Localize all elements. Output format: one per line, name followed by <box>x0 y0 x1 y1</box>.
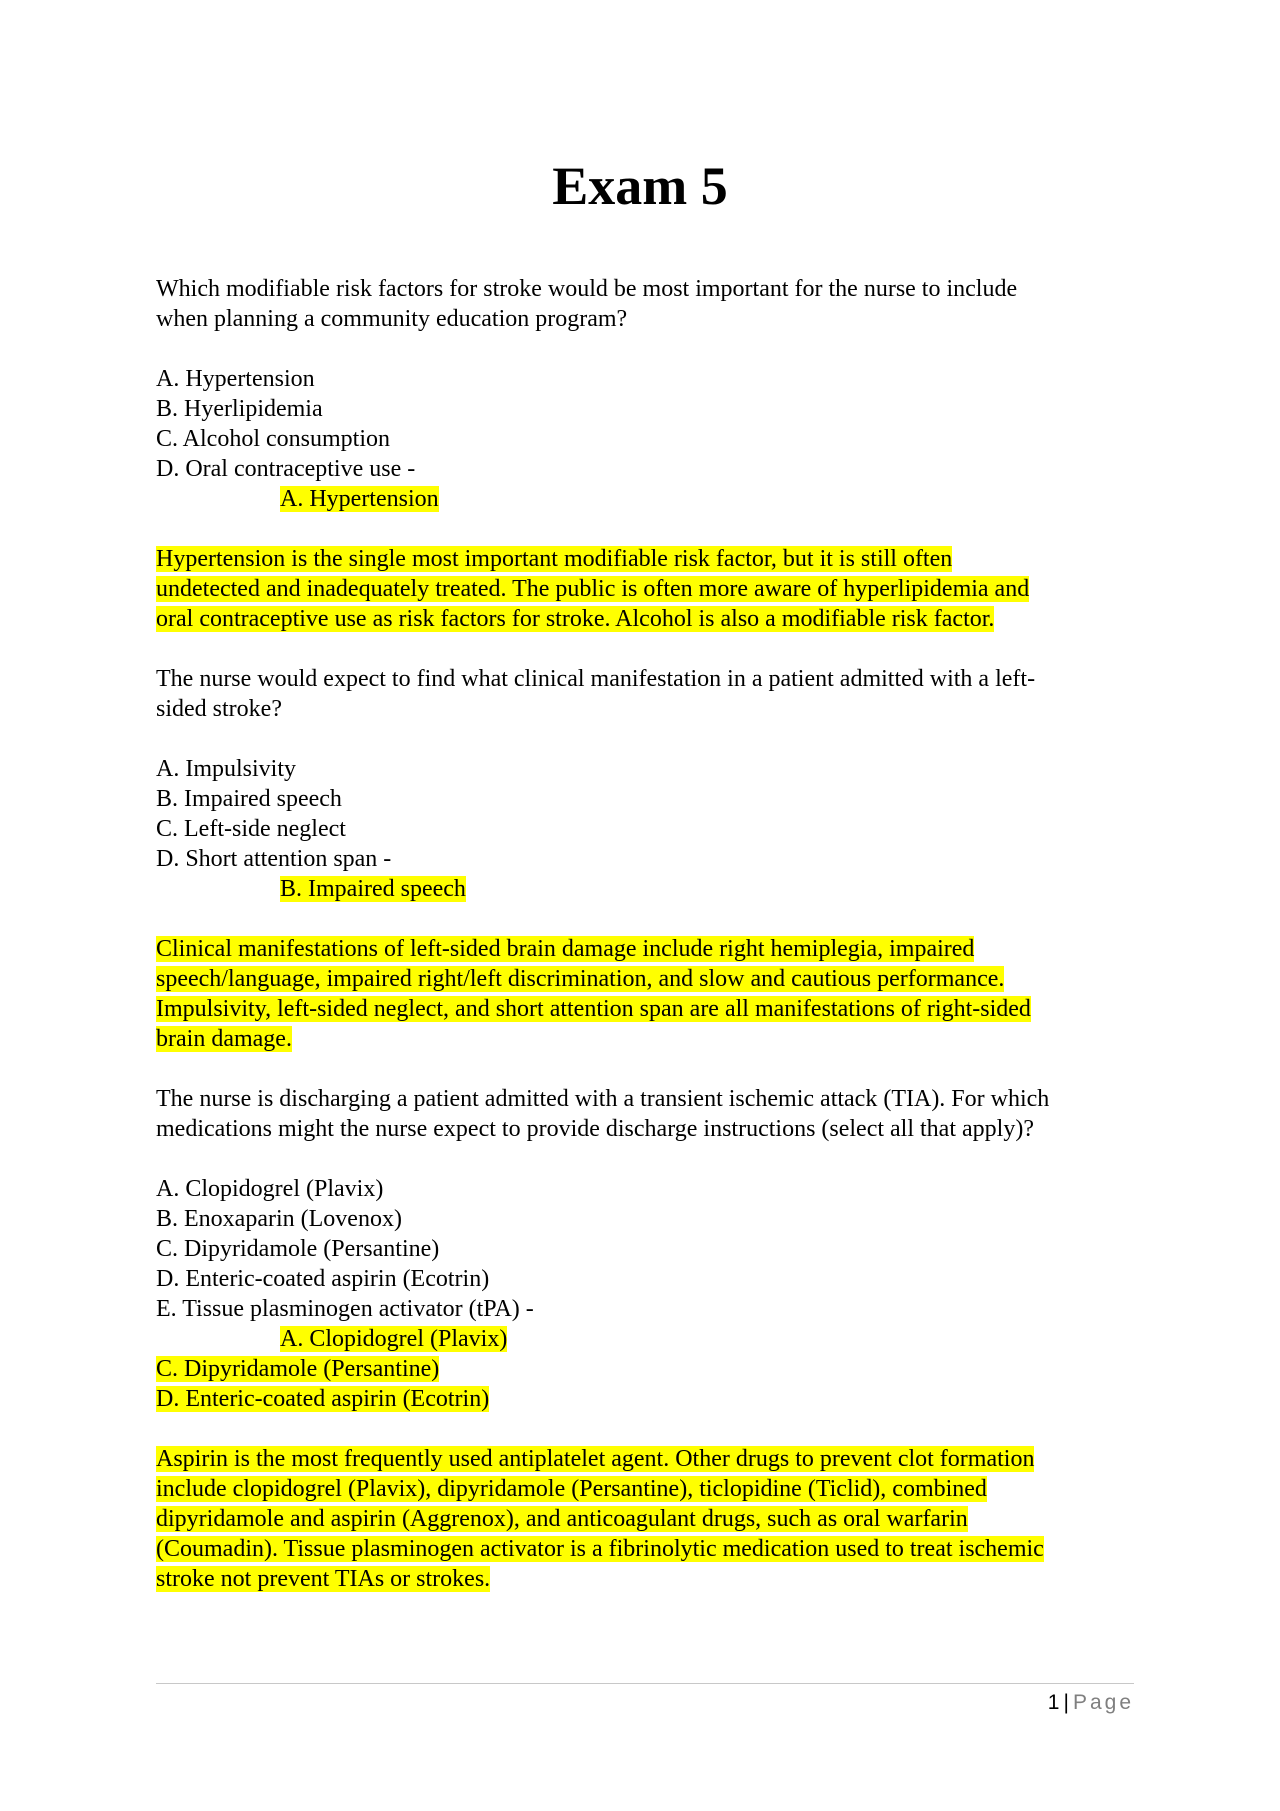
question-stem-line: when planning a community education program? <box>156 306 628 332</box>
question-stem <box>156 1084 1146 1144</box>
rationale-line <box>156 1474 1146 1504</box>
rationale-line <box>156 1024 1146 1054</box>
answer-rationale <box>156 1444 1146 1594</box>
correct-answer-line <box>156 874 1146 904</box>
question-block <box>156 274 1146 664</box>
answer-options <box>156 754 1146 904</box>
rationale-line <box>156 994 1146 1024</box>
rationale-text: Hypertension is the single most important modifiable risk factor, but it is still often <box>156 546 953 572</box>
answer-option: A. Hypertension <box>156 366 315 392</box>
answer-option: D. Oral contraceptive use - <box>156 456 416 482</box>
correct-answer: D. Enteric-coated aspirin (Ecotrin) <box>156 1386 490 1412</box>
correct-answer-line <box>156 484 1146 514</box>
answer-option: B. Enoxaparin (Lovenox) <box>156 1206 402 1232</box>
rationale-line <box>156 604 1146 634</box>
answer-option: A. Clopidogrel (Plavix) <box>156 1176 384 1202</box>
correct-answer-line <box>156 1324 1146 1354</box>
rationale-text: undetected and inadequately treated. The public is often more aware of hyperlipidemia and <box>156 576 1030 602</box>
answer-option: A. Impulsivity <box>156 756 297 782</box>
rationale-line <box>156 1444 1146 1474</box>
question-stem-line: medications might the nurse expect to provide discharge instructions (select all that apply)? <box>156 1116 1034 1142</box>
footer-separator: | <box>1063 1691 1069 1714</box>
rationale-text: oral contraceptive use as risk factors for stroke. Alcohol is also a modifiable risk factor. <box>156 606 995 632</box>
page-footer <box>1048 1690 1134 1716</box>
rationale-line <box>156 544 1146 574</box>
question-stem-line: sided stroke? <box>156 696 282 722</box>
answer-option: C. Left-side neglect <box>156 816 346 842</box>
answer-option: B. Impaired speech <box>156 786 342 812</box>
answer-option: E. Tissue plasminogen activator (tPA) - <box>156 1296 534 1322</box>
question-stem-line: The nurse would expect to find what clinical manifestation in a patient admitted with a left- <box>156 666 1036 692</box>
answer-rationale <box>156 544 1146 634</box>
correct-answer-line <box>156 1354 1146 1384</box>
page-number: 1 <box>1047 1691 1060 1714</box>
footer-divider <box>156 1683 1134 1684</box>
question-stem-line: Which modifiable risk factors for stroke would be most important for the nurse to include <box>156 276 1018 302</box>
rationale-text: speech/language, impaired right/left discrimination, and slow and cautious performance. <box>156 966 1005 992</box>
rationale-text: Impulsivity, left-sided neglect, and short attention span are all manifestations of right-sided <box>156 996 1031 1022</box>
document-body <box>156 274 1146 1594</box>
answer-options <box>156 364 1146 514</box>
answer-option: C. Dipyridamole (Persantine) <box>156 1236 440 1262</box>
correct-answer: B. Impaired speech <box>280 876 466 902</box>
answer-option: D. Enteric-coated aspirin (Ecotrin) <box>156 1266 490 1292</box>
answer-options <box>156 1174 1146 1414</box>
rationale-line <box>156 1534 1146 1564</box>
rationale-text: dipyridamole and aspirin (Aggrenox), and anticoagulant drugs, such as oral warfarin <box>156 1506 968 1532</box>
question-stem <box>156 274 1146 334</box>
rationale-text: brain damage. <box>156 1026 292 1052</box>
question-block <box>156 664 1146 1084</box>
answer-option: D. Short attention span - <box>156 846 392 872</box>
rationale-text: Clinical manifestations of left-sided brain damage include right hemiplegia, impaired <box>156 936 975 962</box>
answer-option: B. Hyerlipidemia <box>156 396 323 422</box>
page-label: Page <box>1072 1691 1134 1714</box>
rationale-line <box>156 964 1146 994</box>
correct-answer: A. Hypertension <box>280 486 439 512</box>
rationale-line <box>156 1564 1146 1594</box>
rationale-text: Aspirin is the most frequently used antiplatelet agent. Other drugs to prevent clot formation <box>156 1446 1035 1472</box>
rationale-line <box>156 574 1146 604</box>
answer-option: C. Alcohol consumption <box>156 426 390 452</box>
rationale-text: (Coumadin). Tissue plasminogen activator is a fibrinolytic medication used to treat ischemic <box>156 1536 1044 1562</box>
correct-answer: A. Clopidogrel (Plavix) <box>280 1326 508 1352</box>
rationale-text: include clopidogrel (Plavix), dipyridamole (Persantine), ticlopidine (Ticlid), combined <box>156 1476 987 1502</box>
answer-rationale <box>156 934 1146 1054</box>
correct-answer-line <box>156 1384 1146 1414</box>
correct-answer: C. Dipyridamole (Persantine) <box>156 1356 440 1382</box>
question-stem-line: The nurse is discharging a patient admitted with a transient ischemic attack (TIA). For which <box>156 1086 1050 1112</box>
question-stem <box>156 664 1146 724</box>
page-title: Exam 5 <box>552 156 728 216</box>
rationale-text: stroke not prevent TIAs or strokes. <box>156 1566 491 1592</box>
rationale-line <box>156 934 1146 964</box>
question-block <box>156 1084 1146 1594</box>
rationale-line <box>156 1504 1146 1534</box>
